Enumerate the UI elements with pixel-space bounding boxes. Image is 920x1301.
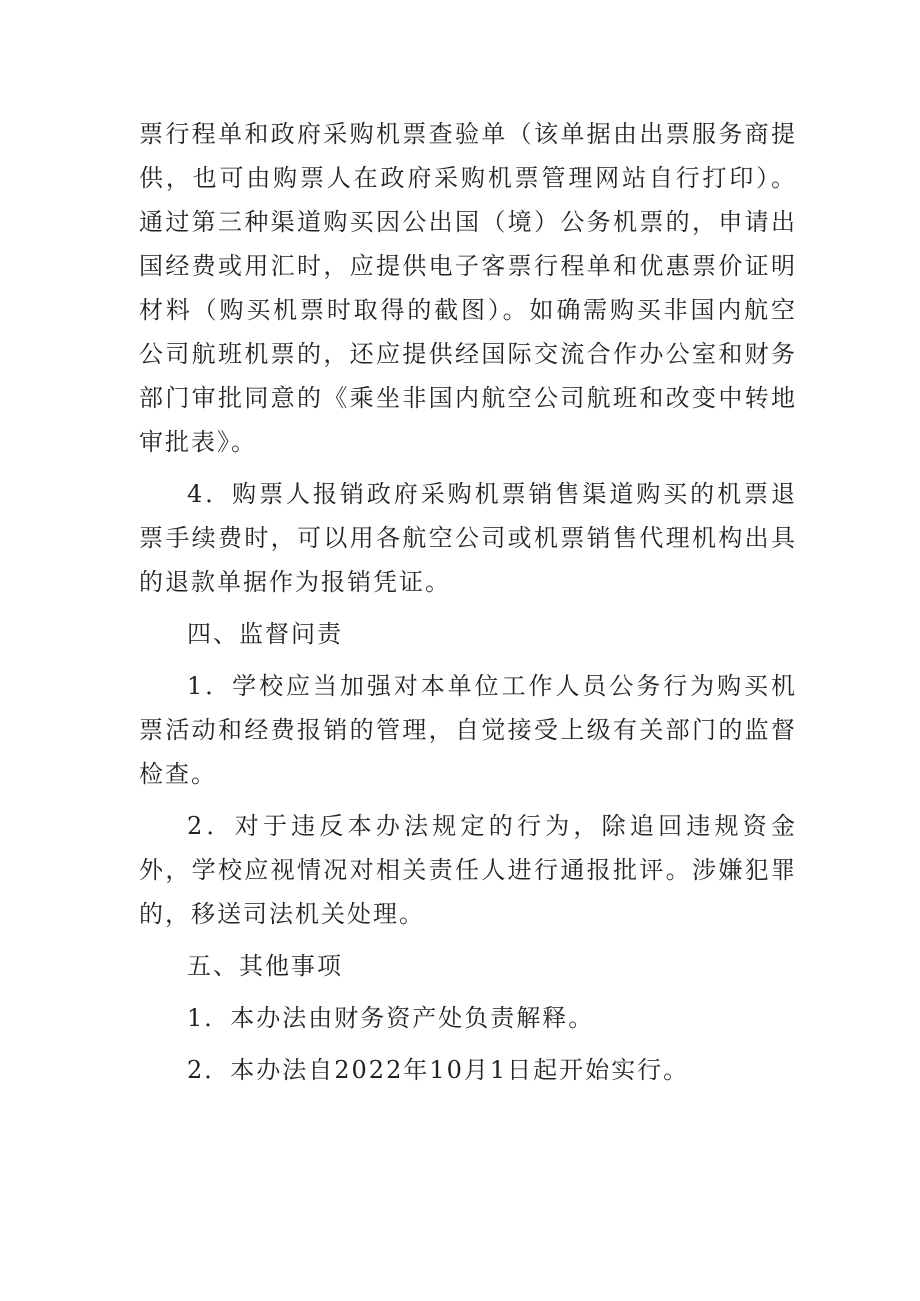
section-heading-supervision: 四、监督问责 xyxy=(187,620,343,648)
section-heading-other-matters: 五、其他事项 xyxy=(187,952,343,980)
paragraph-interpretation: 1．本办法由财务资产处负责解释。 xyxy=(187,1004,595,1032)
paragraph-supervision-management: 1．学校应当加强对本单位工作人员公务行为购买机票活动和经费报销的管理，自觉接受上级有关部门的监督检查。 xyxy=(139,672,797,788)
document-body xyxy=(139,112,797,1092)
paragraph-refund-reimbursement: 4．购票人报销政府采购机票销售渠道购买的机票退票手续费时，可以用各航空公司或机票销售代理机构出具的退款单据作为报销凭证。 xyxy=(139,480,797,596)
paragraph-violation-handling: 2．对于违反本办法规定的行为，除追回违规资金外，学校应视情况对相关责任人进行通报批评。涉嫌犯罪的，移送司法机关处理。 xyxy=(139,812,797,928)
paragraph-effective-date: 2．本办法自2022年10月1日起开始实行。 xyxy=(187,1056,690,1084)
paragraph-ticket-documents: 票行程单和政府采购机票查验单（该单据由出票服务商提供，也可由购票人在政府采购机票管理网站自行打印）。通过第三种渠道购买因公出国（境）公务机票的，申请出国经费或用汇时，应提供电子客票行程单和优惠票价证明材料（购买机票时取得的截图）。如确需购买非国内航空公司航班机票的，还应提供经国际交流合作办公室和财务部门审批同意的《乘坐非国内航空公司航班和改变中转地审批表》。 xyxy=(139,120,797,456)
